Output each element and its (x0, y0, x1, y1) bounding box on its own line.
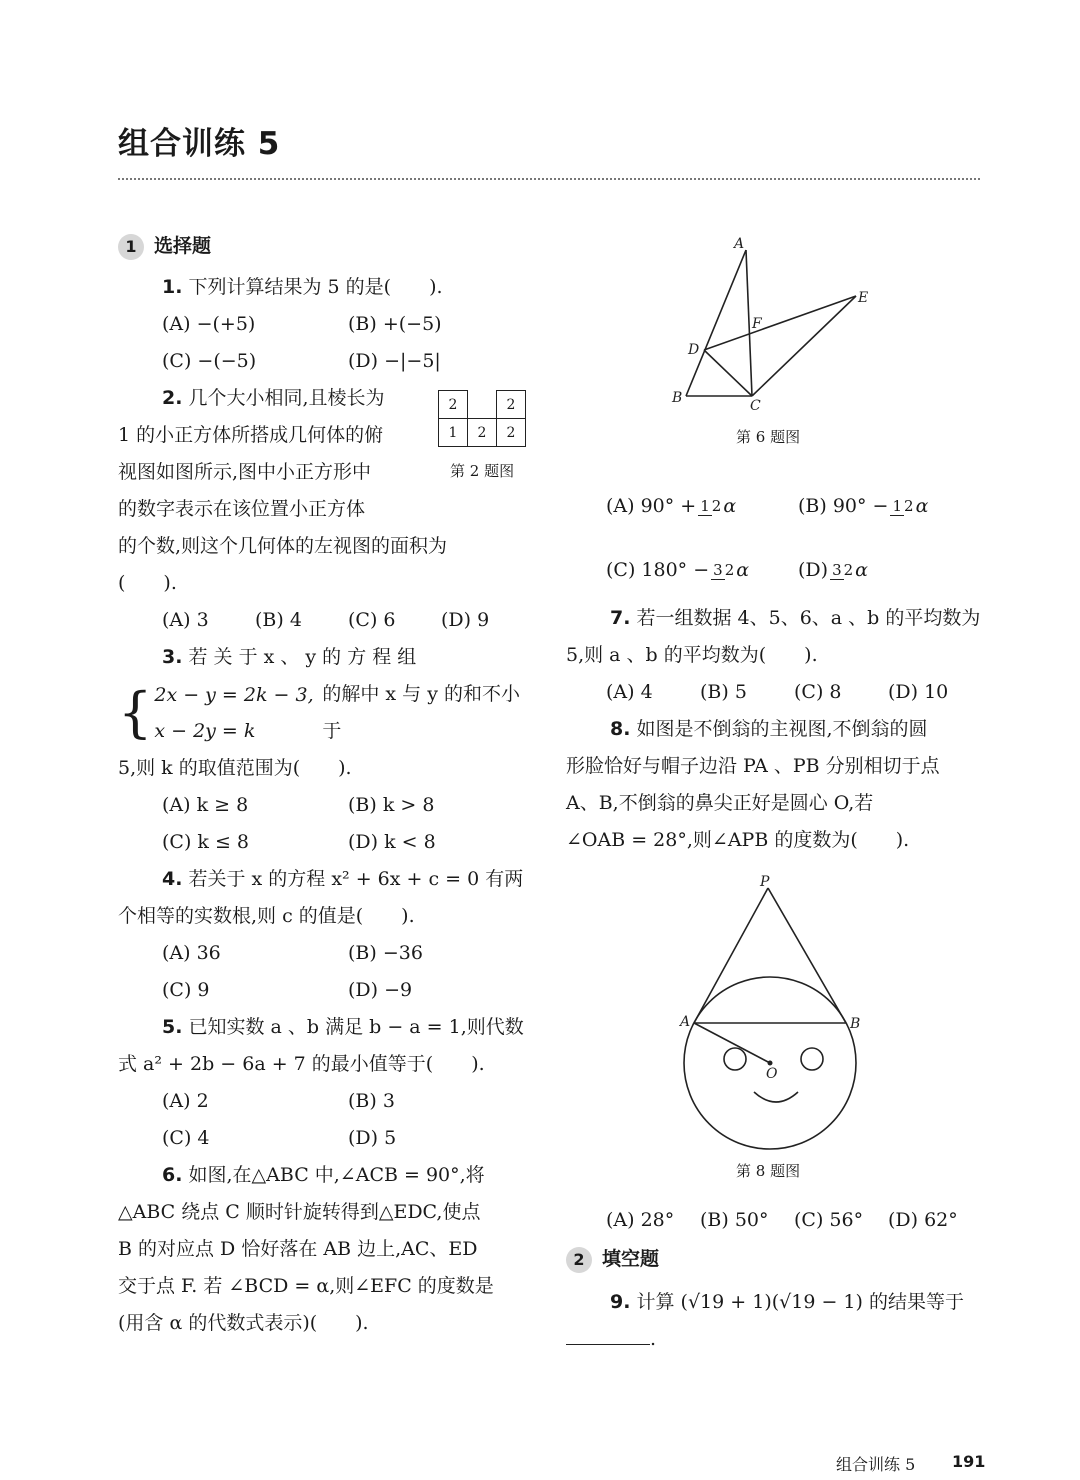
option-b: (B) 3 (348, 1090, 395, 1112)
segment-ab (686, 250, 746, 396)
grid-cell: 2 (439, 391, 468, 419)
options-row (118, 1083, 534, 1120)
option-a: (A) 36 (162, 942, 221, 964)
options-row (118, 1120, 534, 1157)
equation-line: 2x − y = 2k − 3, (154, 684, 314, 706)
options-row (118, 935, 534, 972)
question-text: 的数字表示在该位置小正方体 (118, 498, 366, 520)
option-a: (A) 90° + 1 2 α (606, 494, 737, 517)
options-row (566, 484, 982, 528)
segment-pa (694, 888, 768, 1023)
question-text: 交于点 F. 若 ∠BCD = α,则∠EFC 的度数是 (118, 1275, 494, 1297)
options-row (118, 824, 534, 861)
segment-pb (768, 888, 846, 1023)
answer-blank[interactable] (566, 1322, 650, 1345)
option-c: (C) k ≤ 8 (162, 831, 250, 853)
question-number: 6. (162, 1164, 183, 1186)
question-text: 1 的小正方体所搭成几何体的俯 (118, 424, 384, 446)
right-column-bottom (566, 1202, 982, 1358)
options-row (566, 544, 982, 596)
question-text: 如图是不倒翁的主视图,不倒翁的圆 (636, 718, 928, 740)
question-text: A、B,不倒翁的鼻尖正好是圆心 O,若 (566, 792, 874, 814)
question-text: ( ). (118, 572, 177, 594)
question-text: ∠OAB = 28°,则∠APB 的度数为( ). (566, 829, 910, 851)
grid-cell: 1 (439, 419, 468, 447)
option-b: (B) 5 (700, 681, 747, 703)
option-b: (B) 4 (255, 609, 302, 631)
option-c: (C) 56° (794, 1209, 864, 1231)
segment-dc (704, 350, 752, 396)
smile (754, 1092, 798, 1102)
figure-caption: 第 2 题图 (450, 462, 515, 480)
options-row (566, 674, 982, 711)
question-2 (118, 380, 534, 602)
question-text: 几个大小相同,且棱长为 (188, 387, 385, 409)
grid-cell: 2 (468, 419, 497, 447)
option-c: (C) 6 (348, 609, 396, 631)
option-b: (B) 50° (700, 1209, 769, 1231)
question-9 (566, 1284, 982, 1358)
option-a: (A) −(+5) (162, 313, 256, 335)
question-text: 5,则 k 的取值范围为( ). (118, 757, 352, 779)
question-8 (566, 711, 982, 859)
left-column (118, 228, 534, 1342)
figure-q6 (660, 232, 880, 412)
equation-line: x − 2y = k (154, 720, 256, 742)
title-divider (118, 178, 980, 180)
question-7 (566, 600, 982, 674)
option-d: (D) 3 2 α (798, 558, 868, 581)
options-row (118, 343, 534, 380)
grid-cell (468, 391, 497, 419)
option-c: (C) 8 (794, 681, 842, 703)
segment-de (704, 296, 856, 350)
left-eye (724, 1048, 746, 1070)
label-a: A (734, 236, 745, 252)
label-c: C (750, 398, 761, 412)
question-text: 视图如图所示,图中小正方形中 (118, 461, 372, 483)
footer-label: 组合训练 5 (836, 1455, 916, 1474)
question-text: 个相等的实数根,则 c 的值是( ). (118, 905, 415, 927)
option-d: (D) −|−5| (348, 350, 441, 372)
question-text: △ABC 绕点 C 顺时针旋转得到△EDC,使点 (118, 1201, 481, 1223)
option-a: (A) 2 (162, 1090, 209, 1112)
right-eye (801, 1048, 823, 1070)
page-title: 组合训练 5 (118, 126, 281, 162)
label-o: O (766, 1066, 778, 1082)
question-text: 如图,在△ABC 中,∠ACB = 90°,将 (188, 1164, 485, 1186)
section-number-badge: 2 (566, 1247, 592, 1273)
figure-q8 (670, 868, 870, 1158)
question-text: 的解中 x 与 y 的和不小于 (322, 683, 520, 742)
question-text: 若一组数据 4、5、6、a 、b 的平均数为 (636, 607, 981, 629)
figure-caption: 第 8 题图 (736, 1162, 801, 1180)
options-row (118, 602, 534, 639)
question-text: B 的对应点 D 恰好落在 AB 边上,AC、ED (118, 1238, 478, 1260)
option-c: (C) 9 (162, 979, 210, 1001)
option-c: (C) 4 (162, 1127, 210, 1149)
label-p: P (760, 874, 770, 890)
figure-q2 (438, 390, 526, 490)
page-number: 191 (952, 1452, 986, 1471)
question-1 (118, 269, 534, 306)
question-number: 8. (610, 718, 631, 740)
question-text: 若 关 于 x 、 y 的 方 程 组 (188, 646, 417, 668)
equation-brace: { (118, 681, 153, 744)
question-number: 3. (162, 646, 183, 668)
option-b: (B) −36 (348, 942, 423, 964)
section-heading-choice (118, 228, 534, 265)
label-b: B (672, 390, 683, 406)
label-e: E (858, 290, 869, 306)
section-label: 填空题 (602, 1248, 660, 1270)
question-4 (118, 861, 534, 935)
question-number: 9. (610, 1291, 631, 1313)
option-b: (B) +(−5) (348, 313, 442, 335)
grid-cell: 2 (497, 391, 526, 419)
question-number: 2. (162, 387, 183, 409)
option-d: (D) 62° (888, 1209, 958, 1231)
option-a: (A) 3 (162, 609, 209, 631)
question-text: . (650, 1328, 657, 1350)
section-number-badge: 1 (118, 234, 144, 260)
segment-ec (752, 296, 856, 396)
section-label: 选择题 (154, 235, 212, 257)
question-3 (118, 639, 534, 787)
label-f: F (752, 316, 762, 332)
option-d: (D) 10 (888, 681, 949, 703)
question-number: 7. (610, 607, 631, 629)
options-row (118, 972, 534, 1009)
question-text: 若关于 x 的方程 x² + 6x + c = 0 有两 (188, 868, 524, 890)
options-row (566, 1202, 982, 1239)
question-text: (用含 α 的代数式表示)( ). (118, 1312, 369, 1334)
option-a: (A) k ≥ 8 (162, 794, 249, 816)
question-text: 计算 (√19 + 1)(√19 − 1) 的结果等于 (636, 1291, 964, 1313)
options-row (118, 787, 534, 824)
grid-cell: 2 (497, 419, 526, 447)
option-b: (B) k > 8 (348, 794, 435, 816)
options-row (118, 306, 534, 343)
option-d: (D) 9 (441, 609, 490, 631)
center-o (768, 1061, 773, 1066)
question-6 (118, 1157, 534, 1342)
question-text: 5,则 a 、b 的平均数为( ). (566, 644, 818, 666)
option-d: (D) −9 (348, 979, 413, 1001)
question-number: 1. (162, 276, 183, 298)
right-column-top (566, 484, 982, 859)
option-d: (D) k < 8 (348, 831, 436, 853)
section-heading-fill (566, 1241, 982, 1278)
segment-ao (694, 1023, 770, 1063)
figure-caption: 第 6 题图 (736, 428, 801, 446)
question-5 (118, 1009, 534, 1083)
question-number: 5. (162, 1016, 183, 1038)
label-d: D (688, 342, 700, 358)
question-text: 已知实数 a 、b 满足 b − a = 1,则代数 (188, 1016, 524, 1038)
question-number: 4. (162, 868, 183, 890)
question-text: 式 a² + 2b − 6a + 7 的最小值等于( ). (118, 1053, 485, 1075)
question-text: 形脸恰好与帽子边沿 PA 、PB 分别相切于点 (566, 755, 940, 777)
option-c: (C) −(−5) (162, 350, 257, 372)
question-text: 下列计算结果为 5 的是( ). (188, 276, 443, 298)
label-a: A (680, 1014, 691, 1030)
option-b: (B) 90° − 1 2 α (798, 494, 929, 517)
option-d: (D) 5 (348, 1127, 397, 1149)
label-b: B (850, 1016, 861, 1032)
top-view-grid (438, 390, 526, 447)
option-a: (A) 4 (606, 681, 653, 703)
option-a: (A) 28° (606, 1209, 675, 1231)
question-text: 的个数,则这个几何体的左视图的面积为 (118, 535, 448, 557)
option-c: (C) 180° − 3 2 α (606, 558, 750, 581)
